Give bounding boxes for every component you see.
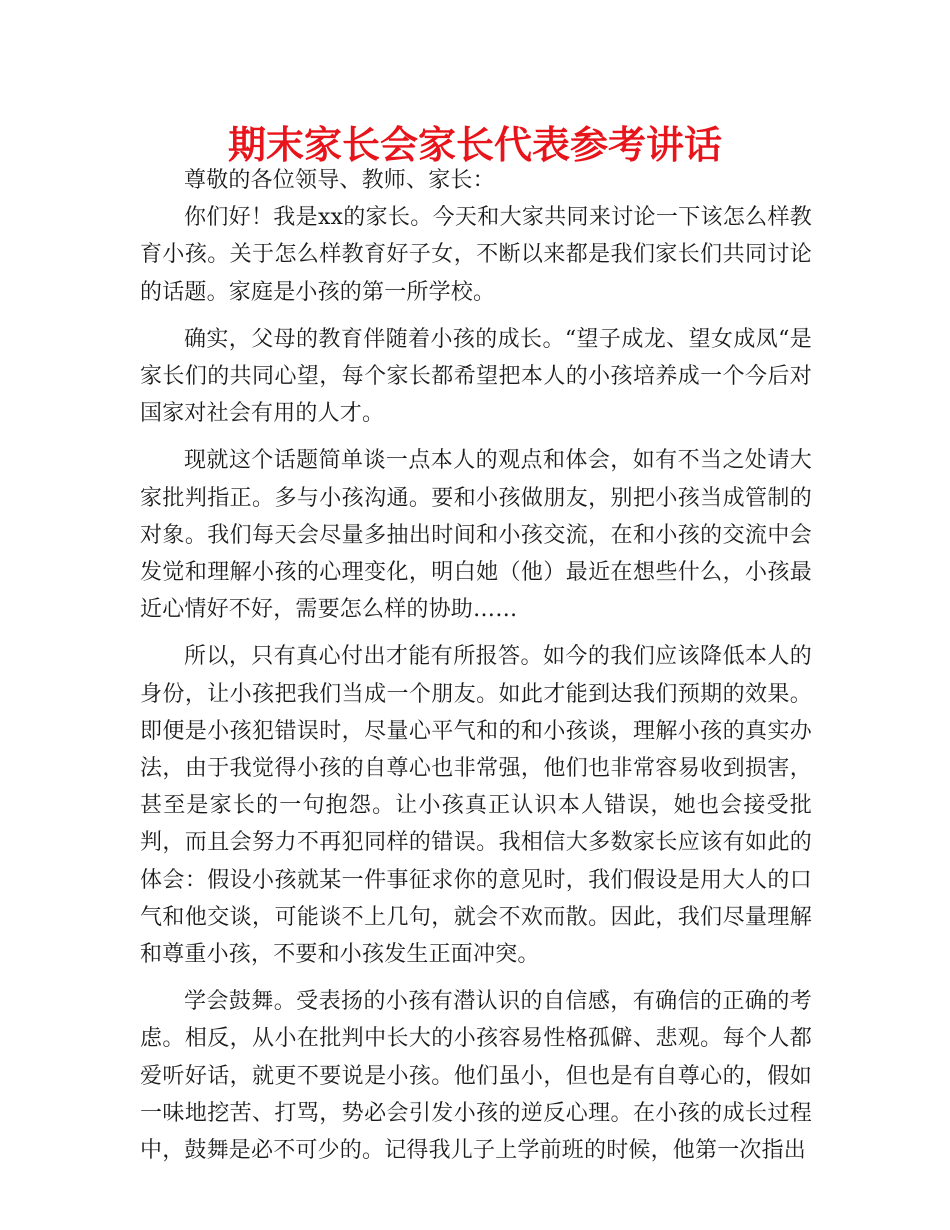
document-title: 期末家长会家长代表参考讲话: [227, 123, 722, 167]
paragraph-4: 所以，只有真心付出才能有所报答。如今的我们应该降低本人的身份，让小孩把我们当成一个朋友。如此才能到达我们预期的效果。即便是小孩犯错误时，尽量心平气和的和小孩谈，理解小孩的真实办法，由于我觉得小孩的自尊心也非常强，他们也非常容易收到损害，甚至是家长的一句抱怨。让小孩真正认识本人错误，她也会接受批判，而且会努力不再犯同样的错误。我相信大多数家长应该有如此的体会：假设小孩就某一件事征求你的意见时，我们假设是用大人的口气和他交谈，可能谈不上几句，就会不欢而散。因此，我们尽量理解和尊重小孩，不要和小孩发生正面冲突。: [140, 644, 812, 968]
salutation: 尊敬的各位领导、教师、家长：: [184, 168, 495, 193]
document-body: [140, 162, 812, 1169]
paragraph-5: 学会鼓舞。受表扬的小孩有潜认识的自信感，有确信的正确的考虑。相反，从小在批判中长大的小孩容易性格孤僻、悲观。每个人都爱听好话，就更不要说是小孩。他们虽小，但也是有自尊心的，假如一味地挖苦、打骂，势必会引发小孩的逆反心理。在小孩的成长过程中，鼓舞是必不可少的。记得我儿子上学前班的时候，他第一次指出: [140, 989, 812, 1164]
paragraph-2: 确实，父母的教育伴随着小孩的成长。“望子成龙、望女成凤“是家长们的共同心望，每个家长都希望把本人的小孩培养成一个今后对国家对社会有用的人才。: [140, 326, 812, 427]
paragraph-3: 现就这个话题简单谈一点本人的观点和体会，如有不当之处请大家批判指正。多与小孩沟通。要和小孩做朋友，别把小孩当成管制的对象。我们每天会尽量多抽出时间和小孩交流，在和小孩的交流中会发觉和理解小孩的心理变化，明白她（他）最近在想些什么，小孩最近心情好不好，需要怎么样的协助……: [140, 448, 812, 623]
paragraph-1: 你们好！我是xx的家长。今天和大家共同来讨论一下该怎么样教育小孩。关于怎么样教育好子女，不断以来都是我们家长们共同讨论的话题。家庭是小孩的第一所学校。: [140, 205, 812, 305]
